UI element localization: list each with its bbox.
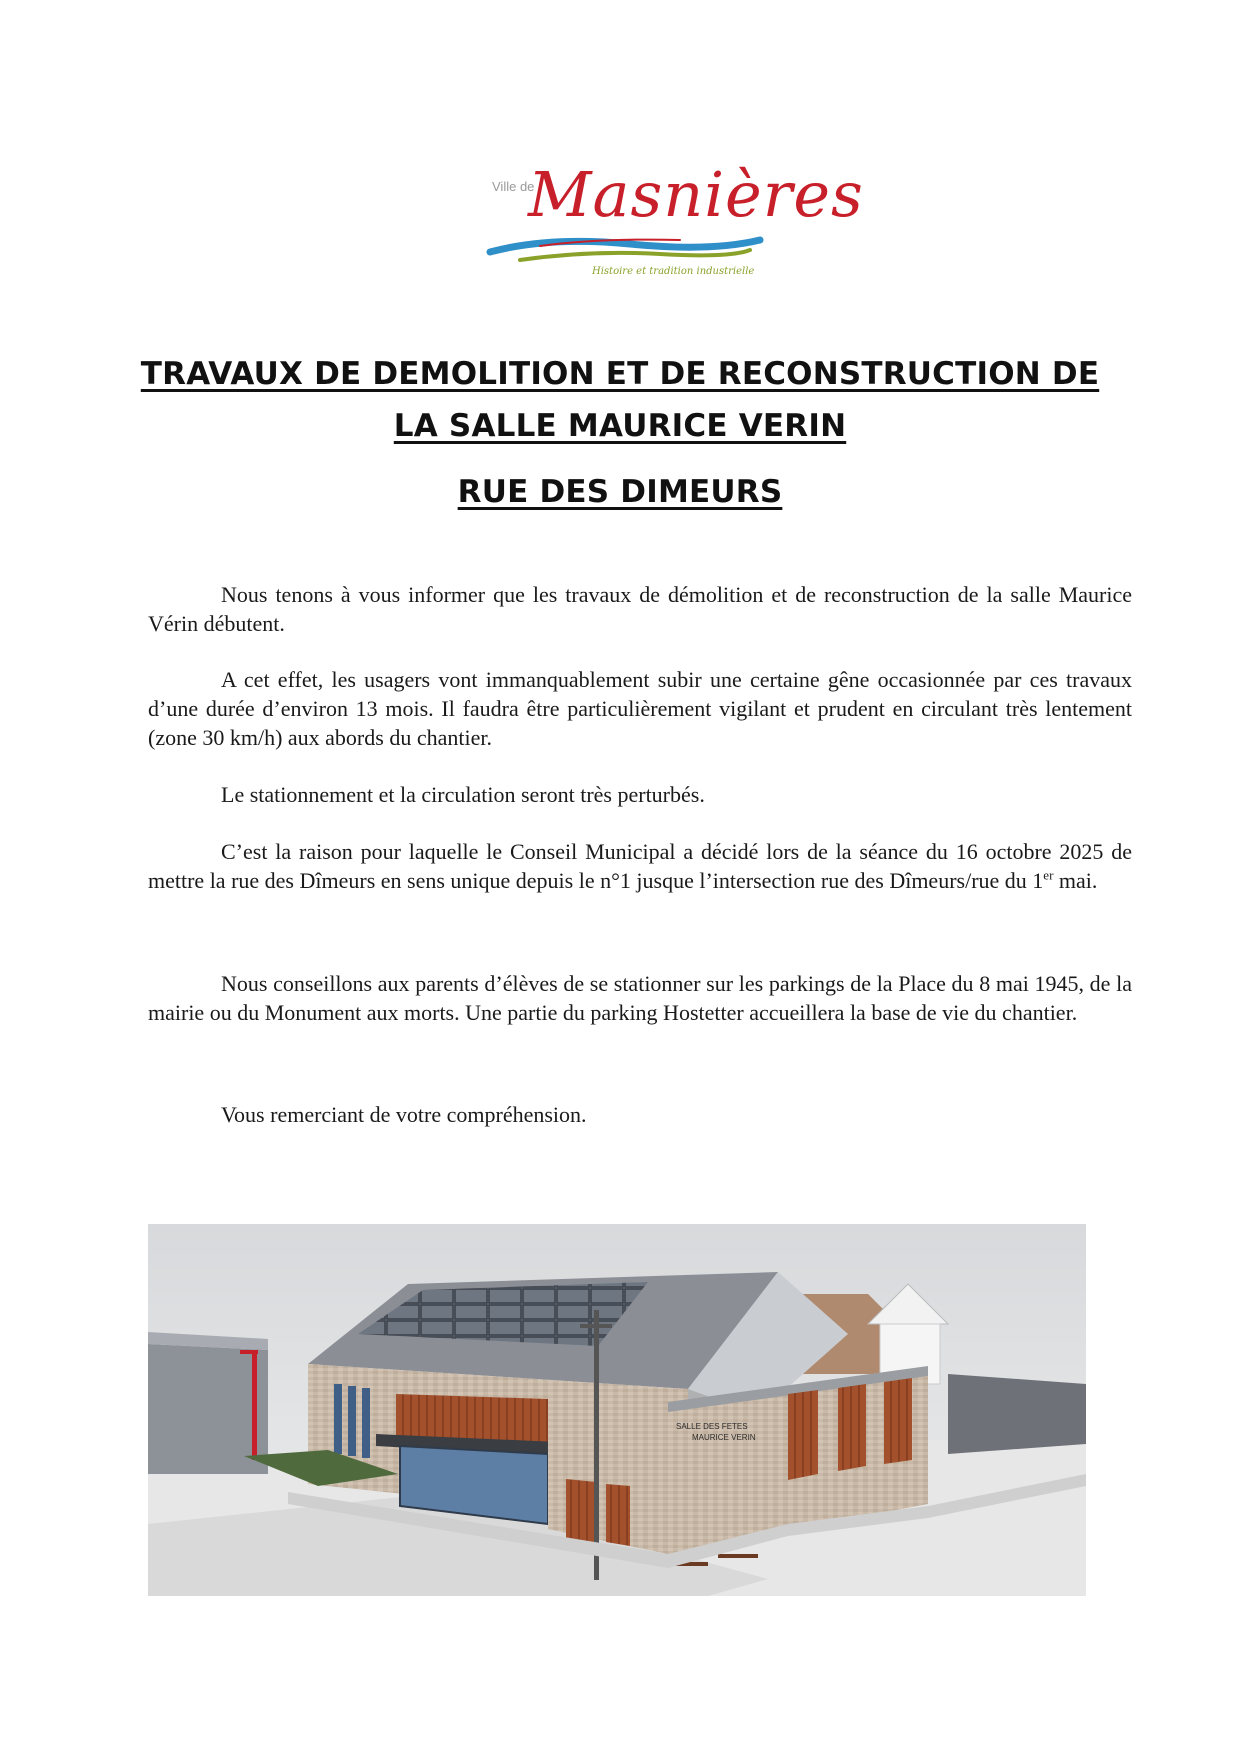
red-lamp-head bbox=[240, 1350, 258, 1354]
paragraph-4-sup: er bbox=[1043, 867, 1054, 883]
paragraph-4 bbox=[148, 837, 1132, 895]
wood-door-2 bbox=[606, 1484, 630, 1546]
neighbor-building-left bbox=[148, 1344, 268, 1474]
paragraph-1 bbox=[148, 580, 1132, 638]
masnieres-logo bbox=[480, 140, 864, 290]
paragraph-5 bbox=[148, 969, 1132, 1027]
tall-windows bbox=[334, 1384, 370, 1458]
paragraph-6 bbox=[148, 1100, 1132, 1129]
paragraph-3-text: Le stationnement et la circulation seront très perturbés. bbox=[221, 782, 705, 807]
logo-tagline: Histoire et tradition industrielle bbox=[592, 266, 755, 277]
building-rendering bbox=[148, 1224, 1086, 1596]
building-sign-line-2: MAURICE VERIN bbox=[692, 1433, 756, 1442]
building-sign-line-1: SALLE DES FETES bbox=[676, 1422, 748, 1431]
title-line-3: RUE DES DIMEURS bbox=[457, 474, 783, 510]
paragraph-5-text: Nous conseillons aux parents d’élèves de se stationner sur les parkings de la Place du 8 mai 1945, de la mairie ou du Monument aux morts. Une partie du parking Hostetter accueillera la base de vie du chantier. bbox=[148, 971, 1132, 1025]
paragraph-4-text bbox=[148, 837, 1132, 895]
logo-ville-text: Ville de bbox=[492, 179, 535, 194]
paragraph-6-text: Vous remerciant de votre compréhension. bbox=[221, 1102, 587, 1127]
paragraph-1-text: Nous tenons à vous informer que les travaux de démolition et de reconstruction de la salle Maurice Vérin débutent. bbox=[148, 582, 1132, 636]
neighbor-building-far-right bbox=[948, 1374, 1086, 1454]
paragraph-2 bbox=[148, 665, 1132, 752]
paragraph-4-main: C’est la raison pour laquelle le Conseil Municipal a décidé lors de la séance du 16 octobre 2025 de mettre la rue des Dîmeurs en sens unique depuis le n°1 jusque l’intersection rue des Dîmeurs/rue du 1 bbox=[148, 839, 1132, 893]
title-line-2: LA SALLE MAURICE VERIN bbox=[393, 408, 847, 444]
red-lamp-post bbox=[252, 1350, 257, 1460]
utility-pole-crossbar bbox=[580, 1324, 612, 1328]
wood-entrance-door bbox=[566, 1479, 596, 1544]
paragraph-3 bbox=[148, 780, 1132, 809]
logo-name: Masnières bbox=[528, 158, 864, 231]
paragraph-4-end: mai. bbox=[1053, 868, 1098, 893]
paragraph-2-text: A cet effet, les usagers vont immanquablement subir une certaine gêne occasionnée par ces travaux d’une durée d’environ 13 mois. Il faudra être particulièrement vigilant et prudent en circulant très lentement (zone 30 km/h) aux abords du chantier. bbox=[148, 667, 1132, 750]
title-line-1: TRAVAUX DE DEMOLITION ET DE RECONSTRUCTION DE bbox=[140, 356, 1100, 392]
utility-pole bbox=[594, 1310, 599, 1580]
